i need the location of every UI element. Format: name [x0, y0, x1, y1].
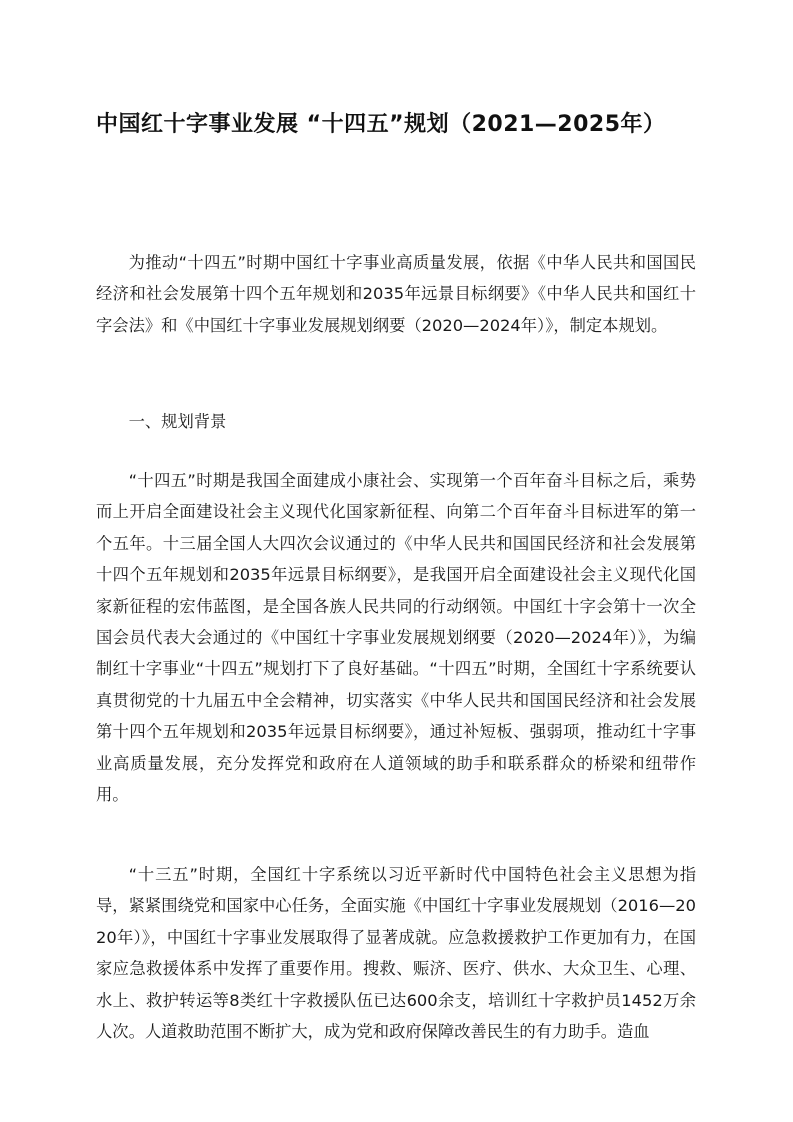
section-heading: 一、规划背景 [128, 412, 227, 431]
document-title: 中国红十字事业发展 “十四五”规划（2021—2025年） [96, 112, 666, 137]
body-paragraph: “十四五”时期是我国全面建成小康社会、实现第一个百年奋斗目标之后，乘势而上开启全面建设社会主义现代化国家新征程、向第二个百年奋斗目标进军的第一个五年。十三届全国人大四次会议通过的《中华人民共和国国民经济和社会发展第十四个五年规划和2035年远景目标纲要》，是我国开启全面建设社会主义现代化国家新征程的宏伟蓝图，是全国各族人民共同的行动纲领。中国红十字会第十一次全国会员代表大会通过的《中国红十字事业发展规划纲要（2020—2024年）》，为编制红十字事业“十四五”规划打下了良好基础。“十四五”时期，全国红十字系统要认真贯彻党的十九届五中全会精神，切实落实《中华人民共和国国民经济和社会发展第十四个五年规划和2035年远景目标纲要》，通过补短板、强弱项，推动红十字事业高质量发展，充分发挥党和政府在人道领域的助手和联系群众的桥梁和纽带作用。 [96, 471, 696, 805]
intro-paragraph: 为推动“十四五”时期中国红十字事业高质量发展，依据《中华人民共和国国民经济和社会发展第十四个五年规划和2035年远景目标纲要》《中华人民共和国红十字会法》和《中国红十字事业发展规划纲要（2020—2024年）》，制定本规划。 [96, 253, 696, 335]
body-paragraph: “十三五”时期，全国红十字系统以习近平新时代中国特色社会主义思想为指导，紧紧围绕党和国家中心任务，全面实施《中国红十字事业发展规划（2016—2020年）》，中国红十字事业发展取得了显著成就。应急救援救护工作更加有力，在国家应急救援体系中发挥了重要作用。搜救、赈济、医疗、供水、大众卫生、心理、水上、救护转运等8类红十字救援队伍已达600余支，培训红十字救护员1452万余人次。人道救助范围不断扩大，成为党和政府保障改善民生的有力助手。造血 [96, 865, 696, 1042]
